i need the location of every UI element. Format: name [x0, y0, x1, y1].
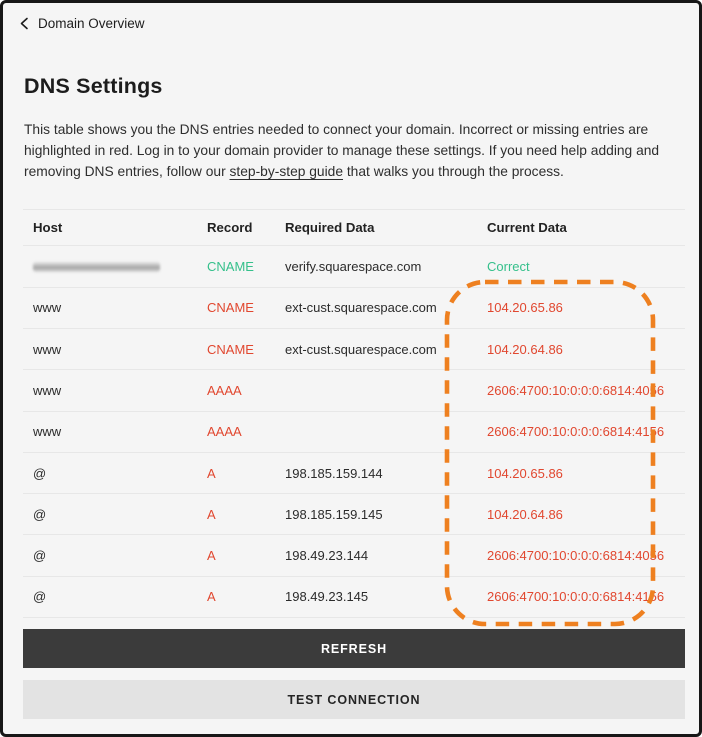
table-row: [23, 535, 685, 576]
description-text-before: This table shows you the DNS entries needed to connect your domain. Incorrect or missing entries are highlighted in red. Log in to your domain provider to manage these settings. If you need help adding and removing DNS entries, follow our: [24, 122, 660, 179]
record-cell: AAAA: [207, 424, 242, 440]
host-cell: www: [33, 341, 62, 357]
record-cell: CNAME: [207, 259, 254, 275]
table-row: [23, 494, 685, 535]
current-data-cell: 104.20.65.86: [487, 465, 563, 481]
current-data-cell: Correct: [487, 259, 530, 275]
redacted-host: [33, 262, 160, 272]
record-cell: CNAME: [207, 300, 254, 316]
current-data-cell: 2606:4700:10:0:0:0:6814:4056: [487, 548, 665, 564]
record-cell: A: [207, 548, 216, 564]
description-text-after: that walks you through the process.: [343, 163, 564, 179]
table-row: [23, 577, 685, 618]
chevron-left-icon: [18, 17, 31, 30]
table-row: [23, 246, 685, 287]
table-row: [23, 453, 685, 494]
required-data-cell: 198.49.23.144: [285, 548, 369, 564]
step-by-step-guide-link[interactable]: step-by-step guide: [229, 163, 344, 179]
back-link-label: Domain Overview: [38, 16, 145, 31]
record-cell: CNAME: [207, 341, 254, 357]
column-header-required-data: Required Data: [285, 220, 375, 236]
current-data-cell: 2606:4700:10:0:0:0:6814:4156: [487, 424, 665, 440]
host-cell: @: [33, 589, 47, 605]
required-data-cell: verify.squarespace.com: [285, 259, 422, 275]
record-cell: A: [207, 506, 216, 522]
table-row: [23, 288, 685, 329]
current-data-cell: 2606:4700:10:0:0:0:6814:4156: [487, 589, 665, 605]
column-header-host: Host: [33, 220, 63, 236]
dns-table: [23, 209, 685, 618]
required-data-cell: 198.185.159.145: [285, 506, 383, 522]
host-cell: @: [33, 465, 47, 481]
host-cell: @: [33, 548, 47, 564]
record-cell: A: [207, 465, 216, 481]
required-data-cell: 198.185.159.144: [285, 465, 383, 481]
record-cell: A: [207, 589, 216, 605]
table-row: [23, 370, 685, 411]
current-data-cell: 104.20.65.86: [487, 300, 563, 316]
column-header-record: Record: [207, 220, 253, 236]
back-link[interactable]: [18, 16, 145, 31]
record-cell: AAAA: [207, 382, 242, 398]
refresh-button[interactable]: REFRESH: [23, 629, 685, 668]
required-data-cell: ext-cust.squarespace.com: [285, 341, 437, 357]
table-row: [23, 329, 685, 370]
table-header-row: [23, 210, 685, 246]
table-row: [23, 412, 685, 453]
description: [24, 120, 685, 182]
host-cell: www: [33, 382, 62, 398]
dns-table-body: [23, 246, 685, 618]
host-cell: @: [33, 506, 47, 522]
host-cell: www: [33, 300, 62, 316]
host-cell: [33, 262, 207, 272]
current-data-cell: 104.20.64.86: [487, 506, 563, 522]
required-data-cell: ext-cust.squarespace.com: [285, 300, 437, 316]
required-data-cell: 198.49.23.145: [285, 589, 369, 605]
current-data-cell: 104.20.64.86: [487, 341, 563, 357]
column-header-current-data: Current Data: [487, 220, 567, 236]
page-title: DNS Settings: [24, 74, 163, 98]
host-cell: www: [33, 424, 62, 440]
current-data-cell: 2606:4700:10:0:0:0:6814:4056: [487, 382, 665, 398]
test-connection-button[interactable]: TEST CONNECTION: [23, 680, 685, 719]
